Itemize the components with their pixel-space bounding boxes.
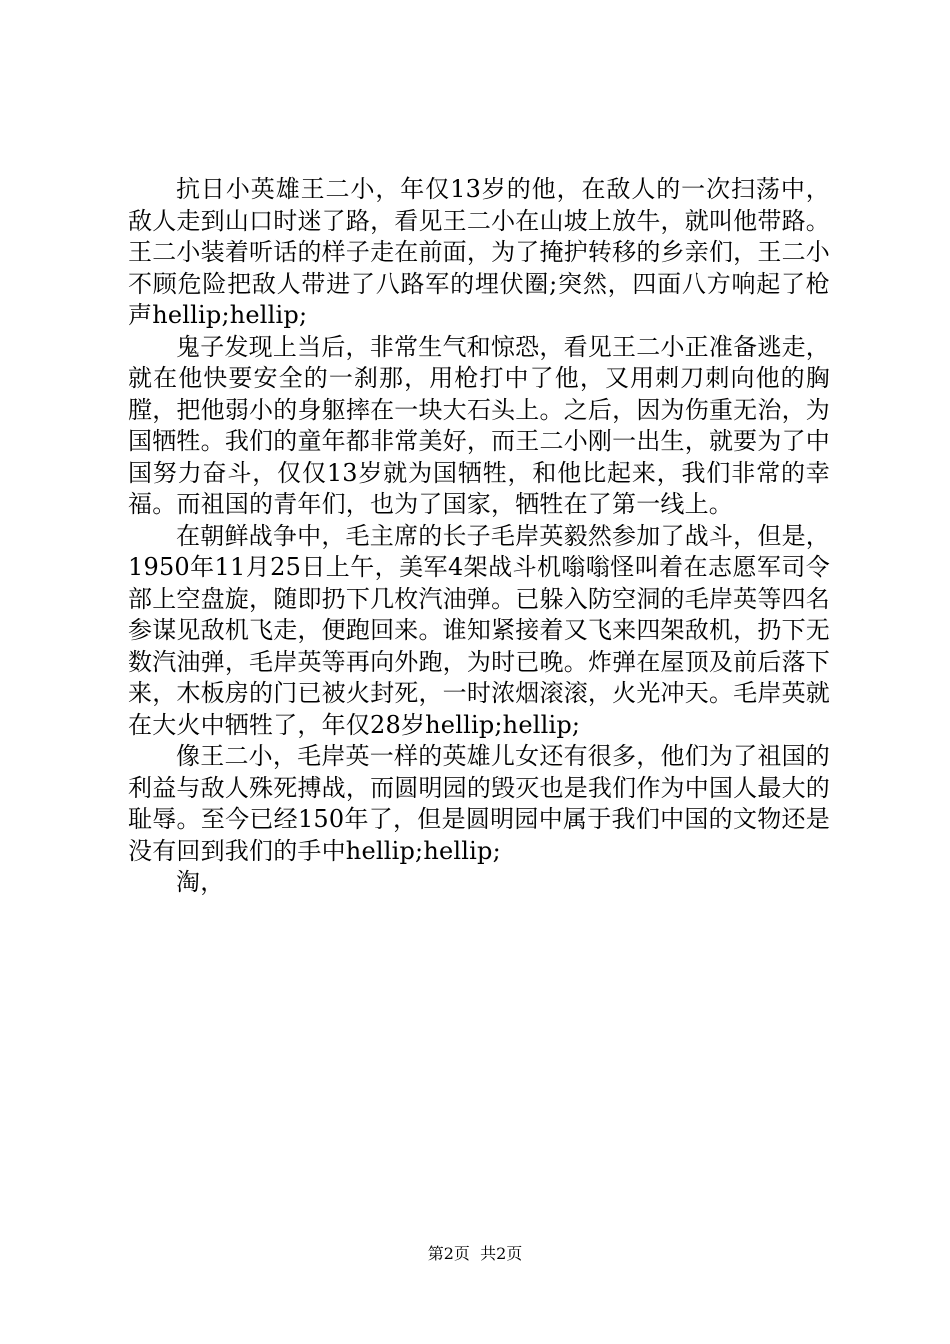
paragraph-sacrifice: 鬼子发现上当后，非常生气和惊恐，看见王二小正准备逃走，就在他快要安全的一刹那，用枪打中了他，又用刺刀刺向他的胸膛，把他弱小的身躯摔在一块大石头上。之后，因为伤重无治，为国牺牲。我们的童年都非常美好，而王二小刚一出生，就要为了中国努力奋斗，仅仅13岁就为国牺牲，和他比起来，我们非常的幸福。而祖国的青年们，也为了国家，牺牲在了第一线上。 <box>128 332 830 518</box>
article-body <box>128 174 830 899</box>
paragraph-wang-erxiao: 抗日小英雄王二小，年仅13岁的他，在敌人的一次扫荡中，敌人走到山口时迷了路，看见王二小在山坡上放牛，就叫他带路。王二小装着听话的样子走在前面，为了掩护转移的乡亲们，王二小不顾危险把敌人带进了八路军的埋伏圈;突然，四面八方响起了枪声hellip;hellip; <box>128 175 830 329</box>
paragraph-yuanmingyuan: 像王二小，毛岸英一样的英雄儿女还有很多，他们为了祖国的利益与敌人殊死搏战，而圆明园的毁灭也是我们作为中国人最大的耻辱。至今已经150年了，但是圆明园中属于我们中国的文物还是没有回到我们的手中hellip;hellip; <box>128 742 830 865</box>
page-number: 第2页 共2页 <box>427 1244 523 1263</box>
paragraph-fragment: 淘， <box>176 868 225 896</box>
paragraph-mao-anying: 在朝鲜战争中，毛主席的长子毛岸英毅然参加了战斗，但是，1950年11月25日上午，美军4架战斗机嗡嗡怪叫着在志愿军司令部上空盘旋，随即扔下几枚汽油弹。已躲入防空洞的毛岸英等四名参谋见敌机飞走，便跑回来。谁知紧接着又飞来四架敌机，扔下无数汽油弹，毛岸英等再向外跑，为时已晚。炸弹在屋顶及前后落下来，木板房的门已被火封死，一时浓烟滚滚，火光冲天。毛岸英就在大火中牺牲了，年仅28岁hellip;hellip; <box>128 521 830 739</box>
page-footer <box>0 1244 950 1264</box>
